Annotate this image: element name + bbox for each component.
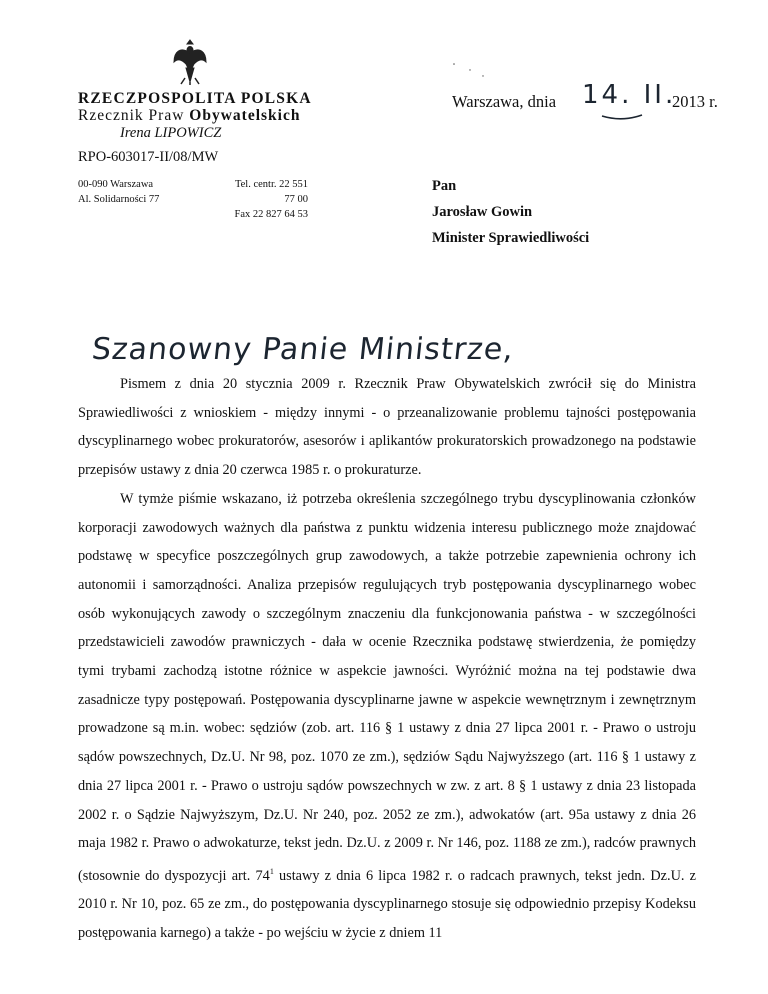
handwritten-salutation: Szanowny Panie Ministrze, — [90, 332, 516, 367]
letter-body — [78, 370, 696, 948]
address-block — [78, 177, 159, 207]
recipient-name: Jarosław Gowin — [432, 204, 533, 220]
address-line-2: Al. Solidarności 77 — [78, 194, 160, 205]
paragraph-2 — [78, 485, 696, 948]
contact-block — [228, 177, 308, 222]
institution-subtitle-bold: Obywatelskich — [189, 107, 301, 124]
paragraph-2-continuation: ustawy z dnia 6 lipca 1982 r. o radcach prawnych, tekst jedn. Dz.U. z 2010 r. Nr 10, poz. 65 ze zm., do postępowania dyscyplinarnego stosuje się odpowiednio przepisy Kodeksu postępowania karnego) a także - po wejściu w życie z dniem 11 — [78, 867, 696, 942]
recipient-line-1: Pan — [432, 178, 457, 194]
institution-subtitle-plain: Rzecznik Praw — [78, 107, 190, 124]
phone-number: Tel. centr. 22 551 77 00 — [234, 179, 308, 205]
institution-name: RZECZPOSPOLITA POLSKA — [78, 90, 312, 107]
signatory-name: Irena LIPOWICZ — [120, 125, 222, 141]
date-year: 2013 r. — [672, 92, 718, 111]
fax-number: Fax 22 827 64 53 — [234, 209, 308, 220]
institution-subtitle — [78, 107, 300, 125]
paragraph-1: Pismem z dnia 20 stycznia 2009 r. Rzecznik Praw Obywatelskich zwrócił się do Ministra Sprawiedliwości z wnioskiem - między innymi - o przeanalizowanie problemu tajności postępowania dyscyplinarnego wobec prokuratorów, asesorów i aplikantów prokuratorskich prowadzonego na podstawie przepisów ustawy z dnia 20 czerwca 1985 r. o prokuraturze. — [78, 376, 696, 479]
emblem-eagle-icon — [172, 38, 208, 86]
place-and-date-label: Warszawa, dnia — [452, 92, 557, 111]
recipient-title: Minister Sprawiedliwości — [432, 230, 590, 246]
superscript-footnote: 1 — [269, 866, 274, 876]
address-line-1: 00-090 Warszawa — [78, 179, 154, 190]
reference-number: RPO-603017-II/08/MW — [78, 149, 219, 165]
handwritten-date: 14. II. — [582, 80, 677, 110]
paragraph-2-text: W tymże piśmie wskazano, iż potrzeba określenia szczególnego trybu dyscyplinowania członków korporacji zawodowych ważnych dla państwa z punktu widzenia interesu publicznego może znajdować podstawę w specyfice poszczególnych grup zawodowych, a także potrzebie zapewnienia ochrony ich autonomii i samorządności. Analiza przepisów regulujących tryb postępowania dyscyplinarnego wobec osób wykonujących zawody o szczególnym znaczeniu dla funkcjonowania państwa - w szczególności przedstawicieli zawodów prawniczych - dała w ocenie Rzecznika podstawę stwierdzenia, że pomiędzy tymi trybami zachodzą istotne różnice w aspekcie jawności. Wyróżnić można na tej podstawie dwa zasadnicze typy postępowań. Postępowania dyscyplinarne jawne w aspekcie wewnętrznym i zewnętrznym prowadzone są m.in. wobec: sędziów (zob. art. 116 § 1 ustawy z dnia 27 lipca 2001 r. - Prawo o ustroju sądów powszechnych, Dz.U. Nr 98, poz. 1070 ze zm.), sędziów Sądu Najwyższego (art. 116 § 1 ustawy z dnia 27 lipca 2001 r. - Prawo o ustroju sądów powszechnych w zw. z art. 8 § 1 ustawy z dnia 23 listopada 2002 r. o Sądzie Najwyższym, Dz.U. Nr 240, poz. 2052 ze zm.), adwokatów (art. 95a ustawy z dnia 26 maja 1982 r. Prawo o adwokaturze, tekst jedn. Dz.U. z 2009 r. Nr 146, poz. 1188 ze zm.), radców prawnych (stosownie do dyspozycji art. 74 — [78, 490, 696, 884]
scribble-marks-icon — [448, 60, 488, 80]
date-underline-stroke — [600, 112, 644, 122]
